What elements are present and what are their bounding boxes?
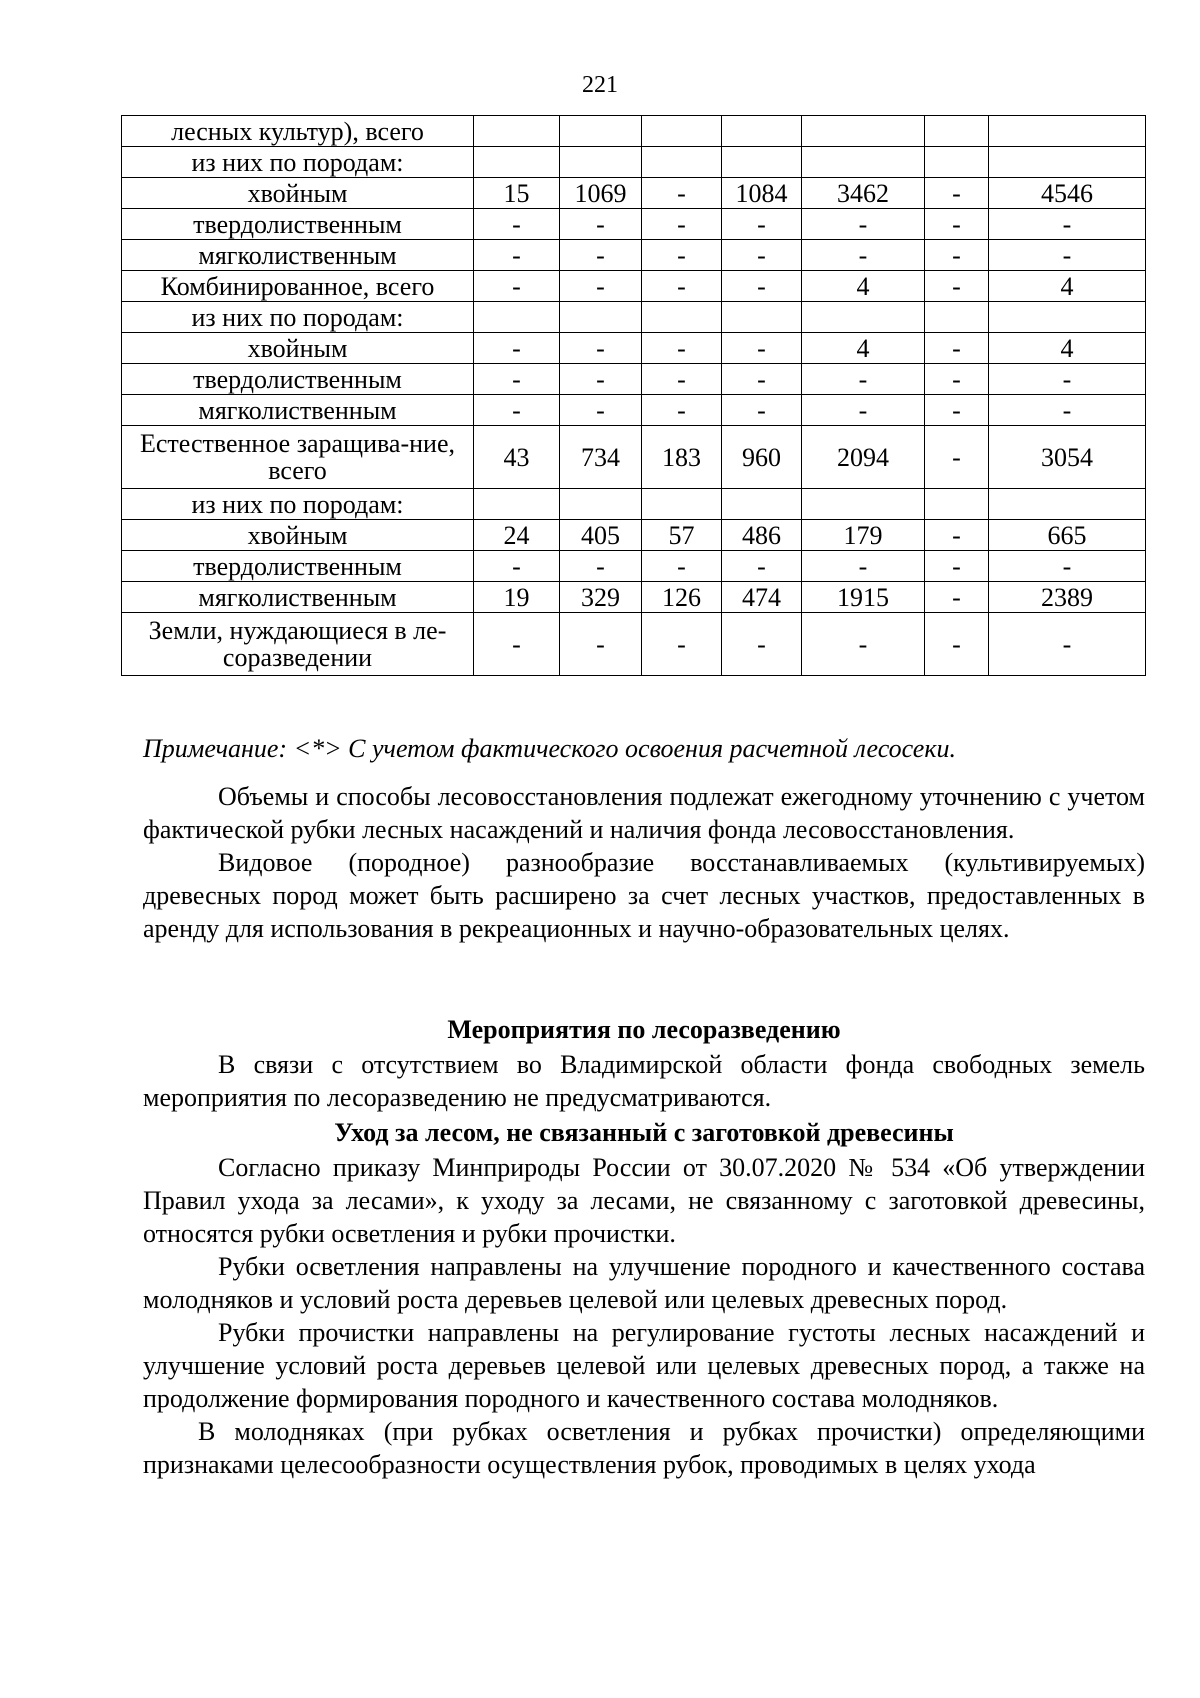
paragraph-clearing-cuts: Рубки осветления направлены на улучшение породного и качественного состава молодняков и условий роста деревьев целевой или целевых древесных пород. (143, 1252, 1145, 1314)
table-cell: 3054 (989, 426, 1146, 489)
table-cell: 4 (802, 333, 925, 364)
row-label: из них по породам: (122, 147, 474, 178)
table-cell: 4 (989, 333, 1146, 364)
table-cell: - (642, 209, 722, 240)
row-label: хвойным (122, 520, 474, 551)
table-cell: - (560, 395, 642, 426)
table-cell (474, 489, 560, 520)
row-label: Земли, нуждающиеся в ле-соразведении (122, 613, 474, 676)
table-cell: 4 (802, 271, 925, 302)
table-cell (722, 302, 802, 333)
table-row (122, 364, 1146, 395)
table-cell (925, 147, 989, 178)
row-label: мягколиственным (122, 395, 474, 426)
table-cell: - (989, 395, 1146, 426)
table-cell: - (560, 240, 642, 271)
table-cell (925, 489, 989, 520)
row-label: твердолиственным (122, 364, 474, 395)
table-cell: 1915 (802, 582, 925, 613)
table-row (122, 116, 1146, 147)
row-label: лесных культур), всего (122, 116, 474, 147)
table-cell: - (560, 551, 642, 582)
table-row (122, 582, 1146, 613)
table-cell: - (560, 333, 642, 364)
table-cell: - (925, 209, 989, 240)
table-cell: 3462 (802, 178, 925, 209)
table-cell: - (925, 364, 989, 395)
paragraph-order: Согласно приказу Минприроды России от 30.07.2020 № 534 «Об утверждении Правил ухода за лесами», к уходу за лесами, не связанному с заготовкой древесины, относятся рубки осветления и рубки прочистки. (143, 1153, 1145, 1248)
table-cell (560, 302, 642, 333)
table-cell: 15 (474, 178, 560, 209)
table-cell: - (474, 613, 560, 676)
table-cell (989, 302, 1146, 333)
table-row (122, 178, 1146, 209)
table-cell: - (925, 333, 989, 364)
table-cell: - (642, 395, 722, 426)
table-cell (642, 489, 722, 520)
table-cell: - (560, 364, 642, 395)
table-cell: - (560, 613, 642, 676)
table-cell: - (802, 209, 925, 240)
table-cell (989, 147, 1146, 178)
table-cell: - (722, 240, 802, 271)
table-cell: 329 (560, 582, 642, 613)
table-cell: - (642, 333, 722, 364)
table-cell (722, 147, 802, 178)
row-label: твердолиственным (122, 209, 474, 240)
table-cell: - (642, 613, 722, 676)
paragraph-volumes: Объемы и способы лесовосстановления подлежат ежегодному уточнению с учетом фактической рубки лесных насаждений и наличия фонда лесовосстановления. (143, 782, 1145, 844)
table-row (122, 520, 1146, 551)
table-cell: 734 (560, 426, 642, 489)
table-cell: 2389 (989, 582, 1146, 613)
table-cell (642, 302, 722, 333)
table-cell: 1084 (722, 178, 802, 209)
table-cell: - (642, 364, 722, 395)
table-cell (560, 116, 642, 147)
heading-afforestation: Мероприятия по лесоразведению (447, 1015, 841, 1044)
table-cell: - (802, 551, 925, 582)
table-row (122, 147, 1146, 178)
table-row (122, 551, 1146, 582)
table-cell: - (722, 271, 802, 302)
table-cell: - (925, 582, 989, 613)
table-cell (802, 302, 925, 333)
table-note: Примечание: <*> С учетом фактического освоения расчетной лесосеки. (143, 734, 956, 763)
table-cell: 19 (474, 582, 560, 613)
table-cell: - (925, 613, 989, 676)
table-row (122, 333, 1146, 364)
table-cell: - (989, 364, 1146, 395)
table-cell: 183 (642, 426, 722, 489)
table-cell: - (642, 551, 722, 582)
table-cell: - (989, 209, 1146, 240)
table-cell: - (722, 209, 802, 240)
table-cell: - (802, 395, 925, 426)
table-cell (642, 147, 722, 178)
table-cell: - (722, 333, 802, 364)
table-cell: - (474, 333, 560, 364)
table-row (122, 426, 1146, 489)
table-cell: - (925, 551, 989, 582)
table-cell (560, 489, 642, 520)
table-cell: - (722, 395, 802, 426)
table-cell: - (802, 240, 925, 271)
table-cell: - (722, 551, 802, 582)
table-cell: - (722, 613, 802, 676)
row-label: хвойным (122, 178, 474, 209)
table-row (122, 240, 1146, 271)
text-block-2 (143, 1013, 1145, 1481)
row-label: твердолиственным (122, 551, 474, 582)
table-cell (989, 489, 1146, 520)
table-cell: 960 (722, 426, 802, 489)
table-cell: 2094 (802, 426, 925, 489)
table-cell (560, 147, 642, 178)
table-row (122, 613, 1146, 676)
table-cell: - (925, 426, 989, 489)
table-cell: - (474, 551, 560, 582)
table-cell: - (474, 271, 560, 302)
forest-restoration-table (121, 115, 1146, 676)
paragraph-thinning-cuts: Рубки прочистки направлены на регулирование густоты лесных насаждений и улучшение условий роста деревьев целевой или целевых древесных пород, а также на продолжение формирования породного и качественного состава молодняков. (143, 1318, 1145, 1413)
table-cell: - (560, 209, 642, 240)
table-cell: - (989, 551, 1146, 582)
table-cell (989, 116, 1146, 147)
table-cell (925, 302, 989, 333)
table-cell: 179 (802, 520, 925, 551)
page-number: 221 (582, 72, 618, 98)
table-cell: 474 (722, 582, 802, 613)
table-cell: - (560, 271, 642, 302)
table-row (122, 302, 1146, 333)
table-cell: 24 (474, 520, 560, 551)
table-cell (802, 116, 925, 147)
table-cell: 4 (989, 271, 1146, 302)
table-cell: - (989, 240, 1146, 271)
table-row (122, 489, 1146, 520)
table-cell: 665 (989, 520, 1146, 551)
table-cell (474, 147, 560, 178)
table-cell: - (989, 613, 1146, 676)
table-cell: - (474, 364, 560, 395)
table-cell (642, 116, 722, 147)
table-cell: - (474, 209, 560, 240)
table-cell: 57 (642, 520, 722, 551)
table-row (122, 209, 1146, 240)
text-block-1 (143, 780, 1145, 945)
table-cell: - (474, 240, 560, 271)
table-cell: - (925, 178, 989, 209)
table-cell: - (642, 240, 722, 271)
table-cell: - (925, 271, 989, 302)
paragraph-species-diversity: Видовое (породное) разнообразие восстанавливаемых (культивируемых) древесных пород может быть расширено за счет лесных участков, предоставленных в аренду для использования в рекреационных и научно-образовательных целях. (143, 848, 1145, 943)
row-label: Комбинированное, всего (122, 271, 474, 302)
table-cell: - (474, 395, 560, 426)
table-cell: 486 (722, 520, 802, 551)
table-cell (925, 116, 989, 147)
heading-forest-care: Уход за лесом, не связанный с заготовкой древесины (334, 1118, 954, 1147)
row-label: хвойным (122, 333, 474, 364)
table-cell: - (642, 178, 722, 209)
table-cell: - (925, 520, 989, 551)
table-cell: 43 (474, 426, 560, 489)
row-label: мягколиственным (122, 582, 474, 613)
row-label: мягколиственным (122, 240, 474, 271)
table-row (122, 395, 1146, 426)
table-cell: 1069 (560, 178, 642, 209)
table-cell: 405 (560, 520, 642, 551)
paragraph-afforestation: В связи с отсутствием во Владимирской области фонда свободных земель мероприятия по лесоразведению не предусматриваются. (143, 1050, 1145, 1112)
row-label: из них по породам: (122, 489, 474, 520)
table-cell: - (802, 364, 925, 395)
table-cell (802, 147, 925, 178)
paragraph-young-stands: В молодняках (при рубках осветления и рубках прочистки) определяющими признаками целесообразности осуществления рубок, проводимых в целях ухода (143, 1417, 1145, 1479)
table-cell: - (925, 395, 989, 426)
table-cell: 4546 (989, 178, 1146, 209)
table-cell (474, 302, 560, 333)
table-cell: - (925, 240, 989, 271)
table-cell: - (722, 364, 802, 395)
table-cell: - (642, 271, 722, 302)
table-cell (474, 116, 560, 147)
table-cell: 126 (642, 582, 722, 613)
table-row (122, 271, 1146, 302)
row-label: из них по породам: (122, 302, 474, 333)
row-label: Естественное заращива-ние, всего (122, 426, 474, 489)
table-cell: - (802, 613, 925, 676)
table-cell (802, 489, 925, 520)
table-cell (722, 116, 802, 147)
table-cell (722, 489, 802, 520)
